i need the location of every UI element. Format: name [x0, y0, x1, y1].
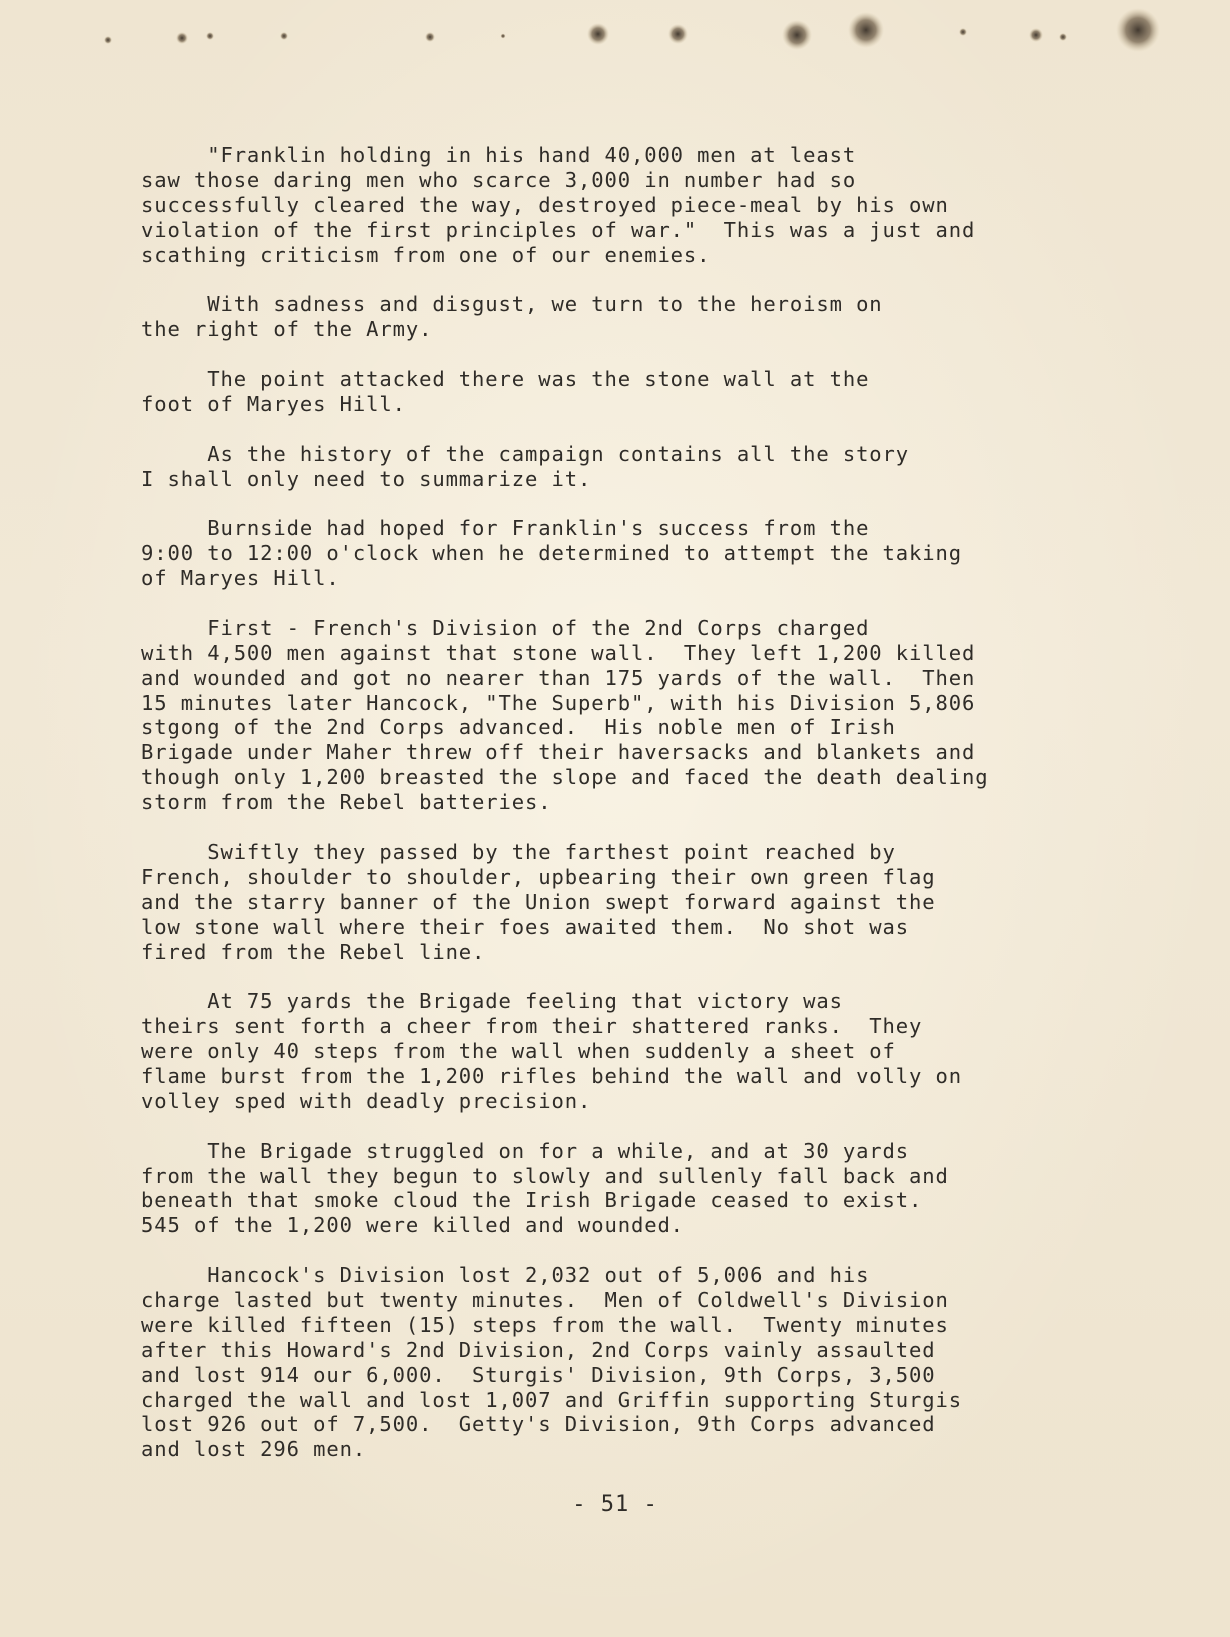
punch-holes: [0, 0, 1230, 70]
paragraph: [141, 442, 1101, 492]
paragraph: [141, 1263, 1101, 1462]
text-line: 9:00 to 12:00 o'clock when he determined to attempt the taking: [141, 541, 963, 566]
text-line: "Franklin holding in his hand 40,000 men at least: [141, 143, 857, 167]
paragraph: [141, 516, 1101, 591]
hole-mark: [1059, 33, 1067, 41]
hole-mark: [1116, 8, 1160, 52]
text-line: 545 of the 1,200 were killed and wounded.: [141, 1213, 684, 1238]
text-line: Brigade under Maher threw off their haversacks and blankets and: [141, 740, 976, 765]
text-line: As the history of the campaign contains all the story: [141, 441, 910, 466]
paragraph: [141, 367, 1101, 417]
paragraph: [141, 143, 1101, 267]
text-line: saw those daring men who scarce 3,000 in number had so: [141, 167, 857, 192]
hole-mark: [848, 12, 884, 48]
text-line: Swiftly they passed by the farthest point reached by: [141, 839, 896, 864]
text-line: Burnside had hoped for Franklin's success from the: [141, 516, 870, 541]
text-line: after this Howard's 2nd Division, 2nd Corps vainly assaulted: [141, 1337, 936, 1362]
paragraph: [141, 292, 1101, 342]
paragraph: [141, 989, 1101, 1113]
text-line: The point attacked there was the stone wall at the: [141, 367, 870, 392]
text-line: flame burst from the 1,200 rifles behind the wall and volly on: [141, 1063, 963, 1088]
text-line: 15 minutes later Hancock, "The Superb", with his Division 5,806: [141, 690, 976, 715]
text-line: First - French's Division of the 2nd Corps charged: [141, 615, 870, 640]
paragraph: [141, 840, 1101, 964]
paragraph: [141, 616, 1101, 815]
text-line: low stone wall where their foes awaited them. No shot was: [141, 914, 910, 939]
text-line: of Maryes Hill.: [141, 566, 340, 591]
page-number: - 51 -: [572, 1492, 658, 1517]
text-line: theirs sent forth a cheer from their shattered ranks. They: [141, 1014, 923, 1039]
typed-body-text: [141, 143, 1101, 1487]
text-line: foot of Maryes Hill.: [141, 391, 406, 416]
text-line: were only 40 steps from the wall when suddenly a sheet of: [141, 1039, 896, 1064]
text-line: the right of the Army.: [141, 317, 433, 342]
hole-mark: [668, 24, 688, 44]
text-line: storm from the Rebel batteries.: [141, 790, 552, 815]
hole-mark: [206, 32, 214, 40]
hole-mark: [280, 32, 288, 40]
text-line: beneath that smoke cloud the Irish Brigade ceased to exist.: [141, 1188, 923, 1213]
text-line: lost 926 out of 7,500. Getty's Division, 9th Corps advanced: [141, 1412, 936, 1437]
text-line: and lost 296 men.: [141, 1437, 367, 1462]
text-line: With sadness and disgust, we turn to the heroism on: [141, 292, 883, 317]
text-line: volley sped with deadly precision.: [141, 1088, 592, 1113]
text-line: violation of the first principles of war." This was a just and: [141, 217, 976, 242]
text-line: successfully cleared the way, destroyed piece-meal by his own: [141, 192, 949, 217]
hole-mark: [501, 34, 506, 39]
text-line: from the wall they begun to slowly and sullenly fall back and: [141, 1163, 949, 1188]
hole-mark: [425, 32, 435, 42]
text-line: I shall only need to summarize it.: [141, 466, 592, 491]
text-line: Hancock's Division lost 2,032 out of 5,006 and his: [141, 1263, 870, 1288]
text-line: charge lasted but twenty minutes. Men of Coldwell's Division: [141, 1287, 949, 1312]
text-line: scathing criticism from one of our enemies.: [141, 242, 711, 267]
text-line: though only 1,200 breasted the slope and faced the death dealing: [141, 765, 989, 790]
hole-mark: [782, 20, 812, 50]
text-line: fired from the Rebel line.: [141, 939, 486, 964]
text-line: and the starry banner of the Union swept forward against the: [141, 889, 936, 914]
text-line: charged the wall and lost 1,007 and Griffin supporting Sturgis: [141, 1387, 963, 1412]
paragraph: [141, 1139, 1101, 1239]
hole-mark: [587, 23, 609, 45]
text-line: were killed fifteen (15) steps from the wall. Twenty minutes: [141, 1312, 949, 1337]
text-line: French, shoulder to shoulder, upbearing their own green flag: [141, 864, 936, 889]
text-line: The Brigade struggled on for a while, and at 30 yards: [141, 1138, 910, 1163]
text-line: stgong of the 2nd Corps advanced. His noble men of Irish: [141, 715, 896, 740]
text-line: with 4,500 men against that stone wall. They left 1,200 killed: [141, 640, 976, 665]
hole-mark: [104, 36, 112, 44]
text-line: At 75 yards the Brigade feeling that victory was: [141, 989, 843, 1014]
hole-mark: [1029, 28, 1043, 42]
hole-mark: [176, 32, 188, 44]
text-line: and wounded and got no nearer than 175 yards of the wall. Then: [141, 665, 976, 690]
hole-mark: [959, 28, 967, 36]
text-line: and lost 914 our 6,000. Sturgis' Division, 9th Corps, 3,500: [141, 1362, 936, 1387]
